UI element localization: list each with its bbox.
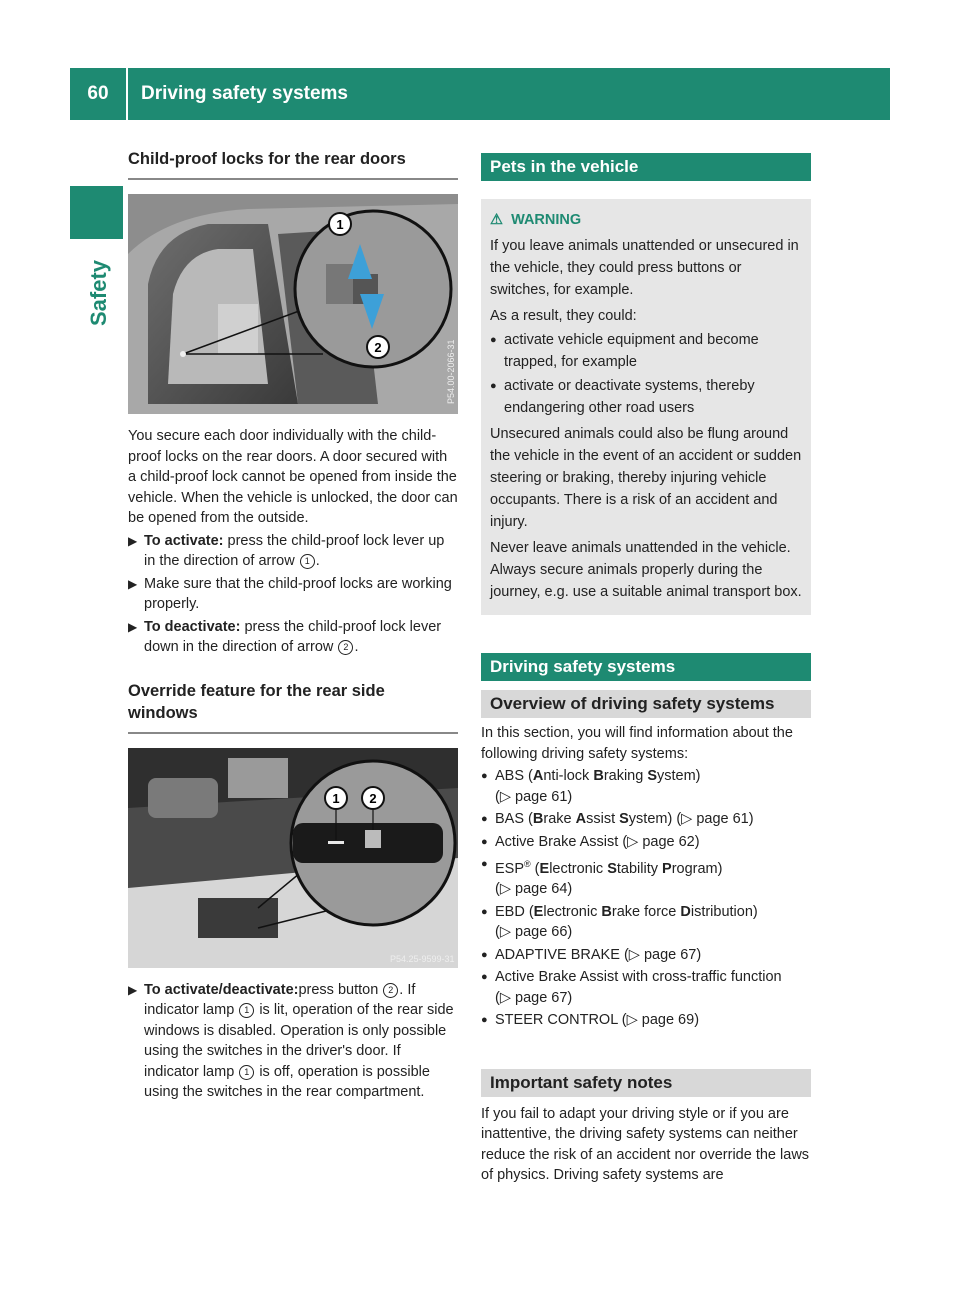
svg-text:1: 1	[336, 217, 344, 232]
callout-2: 2	[338, 640, 353, 655]
page-ref-link[interactable]: (▷ page 67)	[623, 946, 702, 963]
item-bold: P	[662, 860, 672, 877]
item-text: BAS (	[495, 811, 533, 827]
child-lock-photo	[128, 194, 458, 414]
side-tab	[86, 248, 112, 338]
important-text: If you fail to adapt your driving style or if you are inattentive, the driving safety systems can neither reduce the risk of an accident nor override the laws of physics. Driving safety systems are	[481, 1105, 810, 1184]
page-ref-link[interactable]: (▷ page 61)	[495, 788, 573, 805]
item-text: istribution)	[690, 903, 758, 920]
step-label: To activate/deactivate:	[144, 981, 299, 998]
item-bold: B	[532, 811, 544, 827]
item-bold: A	[575, 811, 587, 827]
callout-1: 1	[239, 1003, 254, 1018]
item-text: tability	[616, 860, 663, 877]
item-text: ADAPTIVE BRAKE	[495, 946, 624, 963]
warning-p3: Unsecured animals could also be flung around the vehicle in the event of an accident or sudden steering or braking, thereby injuring vehicle occupants. There is a risk of an accident and injury.	[490, 426, 802, 530]
callout-1: 1	[239, 1065, 254, 1080]
item-bold: S	[619, 811, 629, 827]
warning-p1: If you leave animals unattended or unsecured in the vehicle, they could press buttons or switches, for example.	[490, 238, 799, 298]
item-text: lectronic	[543, 903, 602, 920]
item-bold: D	[680, 903, 691, 920]
bullet-icon: ●	[481, 813, 488, 825]
step-check	[128, 574, 458, 615]
dss-item-esp	[481, 854, 811, 900]
warning-triangle-icon: ⚠	[490, 212, 503, 228]
svg-text:2: 2	[374, 340, 382, 355]
item-bold: S	[607, 860, 617, 877]
step-arrow-icon: ▶	[128, 619, 138, 634]
item-text: nti-lock	[543, 768, 594, 784]
step-text-end: .	[315, 553, 320, 569]
step-label: To activate:	[144, 532, 224, 549]
page-title: Driving safety systems	[141, 83, 348, 104]
important-heading: Important safety notes	[481, 1069, 811, 1097]
bullet-icon: ●	[481, 1014, 488, 1027]
item-text: ssist	[586, 811, 620, 827]
bullet-icon: ●	[481, 971, 488, 984]
warning-label: WARNING	[511, 212, 582, 228]
dss-item-active-brake-assist	[481, 832, 811, 853]
warning-bullet	[490, 329, 802, 373]
page-ref-link[interactable]: (▷ page 64)	[495, 881, 573, 898]
callout-2: 2	[383, 983, 398, 998]
bullet-text: activate or deactivate systems, thereby endangering other road users	[504, 378, 755, 416]
item-bold: B	[593, 768, 604, 784]
callout-1: 1	[300, 554, 315, 569]
page-ref-link[interactable]: (▷ page 67)	[495, 989, 573, 1006]
item-bold: E	[539, 860, 550, 877]
right-column	[481, 153, 811, 1186]
step-text: press the child-proof lock lever down in the direction of arrow	[144, 618, 442, 655]
override-heading: Override feature for the rear side windows	[128, 680, 458, 734]
step-text: is lit, operation of the rear side windows is disabled. Operation is only possible using the switches in the driver's door. If indicator lamp	[144, 1002, 454, 1080]
step-arrow-icon: ▶	[128, 982, 138, 997]
item-text: ABS (	[495, 768, 533, 784]
step-text: . If indicator lamp	[144, 981, 416, 1018]
dss-heading: Driving safety systems	[481, 653, 811, 681]
bullet-text: activate vehicle equipment and become trapped, for example	[504, 332, 759, 370]
pets-heading: Pets in the vehicle	[481, 153, 811, 181]
image-code-1: P54.00-2066-31	[446, 339, 456, 404]
item-text: rogram)	[671, 860, 723, 877]
page-ref-link[interactable]: (▷ page 69)	[621, 1012, 700, 1029]
warning-box	[481, 199, 811, 615]
page-number: 60	[87, 83, 109, 104]
dss-item-bas	[481, 809, 811, 830]
side-square	[70, 186, 123, 239]
item-bold: A	[532, 768, 544, 784]
item-text: (	[530, 860, 540, 877]
item-bold: B	[601, 903, 612, 920]
item-text: Active Brake Assist	[495, 833, 623, 850]
bullet-icon: ●	[481, 835, 488, 848]
step-override	[128, 980, 458, 1103]
step-activate	[128, 531, 458, 572]
bullet-icon: ●	[481, 858, 488, 870]
bullet-icon: ●	[490, 380, 497, 392]
warning-bullet	[490, 375, 802, 419]
dss-item-adaptive-brake	[481, 945, 811, 966]
step-label: To deactivate:	[144, 618, 241, 635]
warning-p4: Never leave animals unattended in the vehicle. Always secure animals properly during the journey, e.g. use a suitable animal transport box.	[490, 540, 802, 600]
item-text: EBD (	[495, 903, 534, 920]
item-text: Active Brake Assist with cross-traffic function	[495, 969, 782, 986]
registered-mark: ®	[524, 859, 531, 869]
child-lock-intro: You secure each door individually with the child-proof locks on the rear doors. A door secured with a child-proof lock cannot be opened from inside the vehicle. When the vehicle is unlocked, the door can be opened from the outside.	[128, 428, 458, 526]
step-arrow-icon: ▶	[128, 576, 138, 591]
image-code-2: P54.25-9599-31	[390, 953, 455, 964]
warning-p2: As a result, they could:	[490, 308, 637, 324]
step-text-end: .	[354, 639, 359, 655]
step-text: Make sure that the child-proof locks are working properly.	[144, 575, 452, 612]
bullet-icon: ●	[481, 948, 488, 961]
page-ref-link[interactable]: (▷ page 62)	[622, 833, 700, 850]
dss-item-ebd	[481, 902, 811, 943]
bullet-icon: ●	[481, 905, 488, 918]
bullet-icon: ●	[490, 334, 497, 346]
side-tab-label: Safety	[86, 259, 111, 327]
item-bold: S	[647, 768, 658, 784]
page-ref-link[interactable]: (▷ page 66)	[495, 924, 573, 941]
dss-item-cross-traffic	[481, 967, 811, 1008]
item-text: STEER CONTROL	[495, 1012, 622, 1029]
overview-heading: Overview of driving safety systems	[481, 690, 811, 718]
dss-item-steer-control	[481, 1010, 811, 1031]
step-text: press the child-proof lock lever up in the direction of arrow	[144, 532, 445, 569]
step-deactivate	[128, 617, 458, 658]
dss-item-abs	[481, 766, 811, 807]
left-column	[128, 148, 458, 1103]
item-text: lectronic	[549, 860, 608, 877]
svg-text:1: 1	[332, 790, 340, 806]
item-text: ystem)	[657, 768, 701, 784]
override-photo	[128, 748, 458, 968]
item-text: ystem)	[628, 811, 677, 827]
step-arrow-icon: ▶	[128, 533, 138, 548]
svg-text:2: 2	[369, 790, 377, 806]
bullet-icon: ●	[481, 770, 488, 782]
child-lock-heading: Child-proof locks for the rear doors	[128, 148, 458, 180]
page-ref-link[interactable]: (▷ page 61)	[676, 811, 754, 827]
step-text: is off, operation is possible using the switches in the rear compartment.	[144, 1063, 430, 1100]
item-text: rake	[543, 811, 576, 827]
item-bold: E	[533, 903, 544, 920]
dss-intro: In this section, you will find information about the following driving safety systems:	[481, 725, 793, 762]
item-text: raking	[603, 768, 648, 784]
header-divider	[126, 68, 128, 120]
step-text: press button	[298, 981, 383, 998]
item-text: rake force	[611, 903, 681, 920]
item-text: ESP	[495, 860, 525, 877]
warning-title	[490, 209, 802, 231]
